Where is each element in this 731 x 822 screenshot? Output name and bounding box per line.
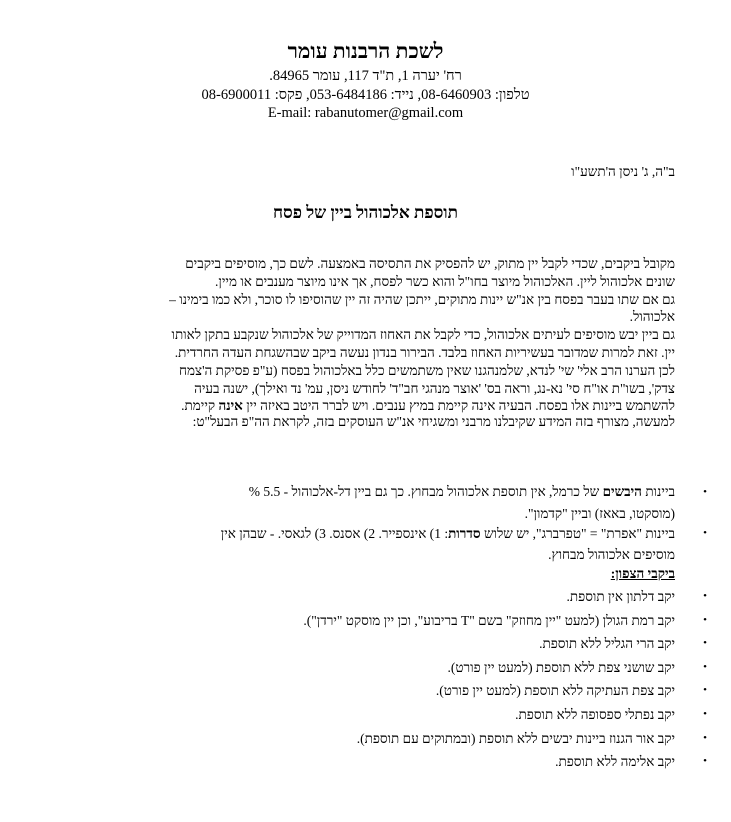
list-item [35,703,707,727]
emphasis-text: סדרות [448,526,481,541]
bullet-icon: • [703,486,707,498]
bullet-icon: • [703,684,707,697]
list-text: ביינות [641,484,675,499]
bullet-icon: • [703,637,707,650]
paragraph-line: צדק', בשו"ת או"ח סי' נא-נג, וראה בס' 'אוצר מנהגי חב"ד' לחודש ניסן, עמ' נד ואילך), ישנה בעיה [194,380,675,396]
list-item [35,727,707,751]
list-item [35,609,707,633]
paragraph-text: להשתמש ביינות אלו בפסח. הבעיה אינה קיימת במיץ ענבים. ויש לברר היטב באיזה יין [242,398,675,414]
paragraph-line: מקובל ביקבים, שכדי לקבל יין מתוק, יש להפסיק את התסיסה באמצעה. לשם כך, מוסיפים ביקבים [185,256,675,271]
bullet-icon: • [703,660,707,673]
office-title: לשכת הרבנות עומר [287,39,444,63]
intro-paragraph: למעשה, מצורף בזה המידע שקיבלנו מרבני ומשגיחי אנ"ש העוסקים בזה, לקראת הה"פ הבעל"ט: [192,414,675,429]
main-paragraph [55,255,675,415]
paragraph-line: גם ביין יבש מוסיפים לעיתים אלכוהול, כדי לקבל את האחוז המדוייק של אלכוהול שנקבע בתקן לאותו [171,327,675,343]
list-item [35,481,707,525]
list-text: יקב דלתון אין תוספת. [566,589,675,604]
list-text: יקב הרי הגליל ללא תוספת. [539,636,675,652]
bullet-icon: • [703,707,707,720]
list-item [35,750,707,774]
north-wineries-list [35,585,707,774]
office-email: E-mail: rabanutomer@gmail.com [267,105,464,121]
bullet-icon: • [703,731,707,744]
paragraph-line: יין. זאת למרות שמדובר בעשיריות האחוז בלבד. הבירור בנדון נעשה ביקב שבהשגחת העדה החרדית. [174,344,675,360]
document-date: ב"ה, ג' ניסן ה'תשע"ו [571,164,675,179]
list-item [35,585,707,609]
list-item [35,656,707,680]
list-text: ביינות "אפרת" = "טפרברג", יש שלוש [480,526,675,541]
list-text: יקב צפת העתיקה ללא תוספת (למעט יין פורט). [435,683,675,699]
bullet-icon: • [703,755,707,768]
list-text: : 1) אינספייר. 2) אסנס. 3) לגאסי. - שבהן אין [220,526,449,541]
list-text: יקב אור הגנוז ביינות יבשים ללא תוספת (ובמתוקים עם תוספת). [356,730,675,746]
north-wineries-heading: ביקבי הצפון: [610,566,675,581]
bullet-icon: • [703,590,707,602]
list-text: יקב שושני צפת ללא תוספת (למעט יין פורט). [447,659,675,675]
emphasis-text: אינה [218,398,243,414]
paragraph-text: קיימת. [181,398,219,414]
bullet-icon: • [703,527,707,539]
list-text: יקב אלימה ללא תוספת. [555,754,675,770]
document-title: תוספת אלכוהול ביין של פסח [272,203,459,222]
bullet-icon: • [703,613,707,626]
list-text: מוסיפים אלכוהול מבחוץ. [548,547,675,562]
paragraph-line: שונים אלכוהול ליין. האלכוהול מיוצר בחו"ל והוא כשר לפסח, אך אינו מיוצר מענבים או מיין. [215,273,675,289]
emphasis-text: היבשים [602,484,642,499]
list-item [35,523,707,565]
wine-list-efrat [35,523,707,565]
paragraph-line: לכן הערנו הרב אלי' שי' לנדא, שלמנהגנו שאין משתמשים כלל באלכוהול בפסח (ע"פ פסיקת ה'צמח [179,362,675,378]
list-text: של כרמל, אין תוספת אלכוהול מבחוץ. כך גם ביין דל-אלכוהול - 5.5 % [248,484,603,499]
list-text: יקב רמת הגולן (למעט "יין מחוזק" בשם "T בריבוע", וכן יין מוסקט "ירדן"). [303,612,675,628]
list-text: (מוסקטו, באאז) וביין "קדמון". [524,506,675,521]
list-item [35,679,707,703]
paragraph-line: גם אם שתו בעבר בפסח בין אנ"ש יינות מתוקים, ייתכן שהיה זה יין שהוסיפו לו סוכר, ולא כמו בימינו – [169,291,675,307]
list-item [35,632,707,656]
list-text: יקב נפתלי ספסופה ללא תוספת. [515,706,675,722]
office-address: רח' יערה 1, ת"ד 117, עומר 84965. [269,68,462,84]
paragraph-line: אלכוהול. [629,309,675,325]
office-phones: טלפון: 08-6460903, נייד: 053-6484186, פקס: 08-6900011 [201,87,530,103]
wine-list-carmel [35,481,707,525]
